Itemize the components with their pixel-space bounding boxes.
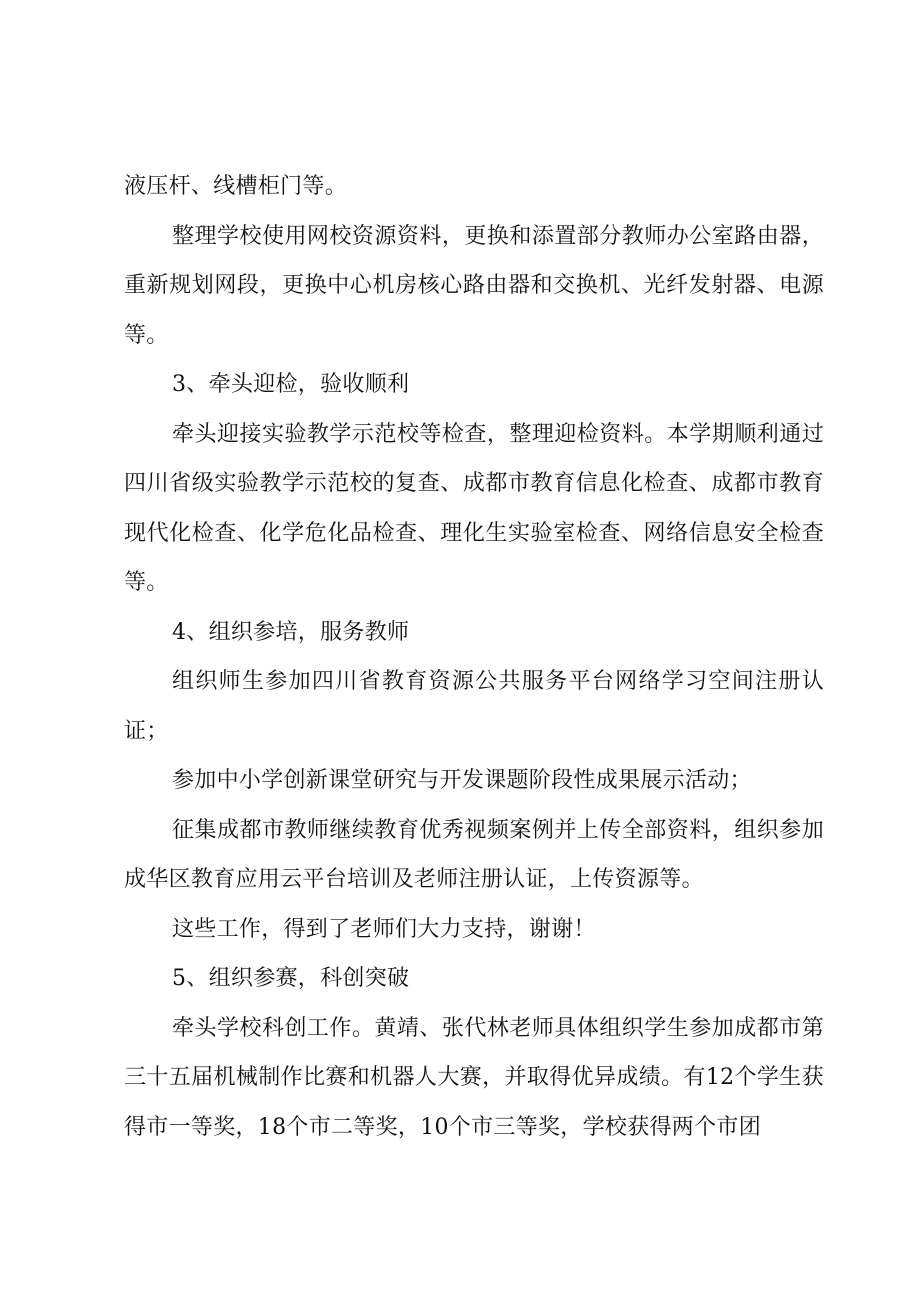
paragraph-research-showcase: 参加中小学创新课堂研究与开发课题阶段性成果展示活动； — [172, 768, 752, 793]
section-heading-4: 4、组织参培，服务教师 — [172, 619, 410, 645]
document-body — [124, 162, 824, 1152]
paragraph-competitions: 牵头学校科创工作。黄靖、张代林老师具体组织学生参加成都市第三十五届机械制作比赛和机器人大赛，并取得优异成绩。有12个学生获得市一等奖，18个市二等奖，10个市三等奖，学校获得两个市团 — [124, 1015, 824, 1140]
paragraph-video-cases: 征集成都市教师继续教育优秀视频案例并上传全部资料，组织参加成华区教育应用云平台培训及老师注册认证，上传资源等。 — [124, 817, 824, 892]
section-heading-3: 3、牵头迎检，验收顺利 — [172, 372, 410, 397]
paragraph-network-maintenance: 整理学校使用网校资源资料，更换和添置部分教师办公室路由器，重新规划网段，更换中心机房核心路由器和交换机、光纤发射器、电源等。 — [124, 223, 824, 348]
paragraph-continuation: 液压杆、线槽柜门等。 — [124, 174, 348, 199]
paragraph-inspections: 牵头迎接实验教学示范校等检查，整理迎检资料。本学期顺利通过四川省级实验教学示范校的复查、成都市教育信息化检查、成都市教育现代化检查、化学危化品检查、理化生实验室检查、网络信息安全检查等。 — [124, 421, 824, 595]
paragraph-thanks: 这些工作，得到了老师们大力支持，谢谢！ — [172, 916, 596, 942]
section-heading-5: 5、组织参赛，科创突破 — [172, 966, 410, 991]
paragraph-platform-registration: 组织师生参加四川省教育资源公共服务平台网络学习空间注册认证； — [124, 669, 824, 744]
